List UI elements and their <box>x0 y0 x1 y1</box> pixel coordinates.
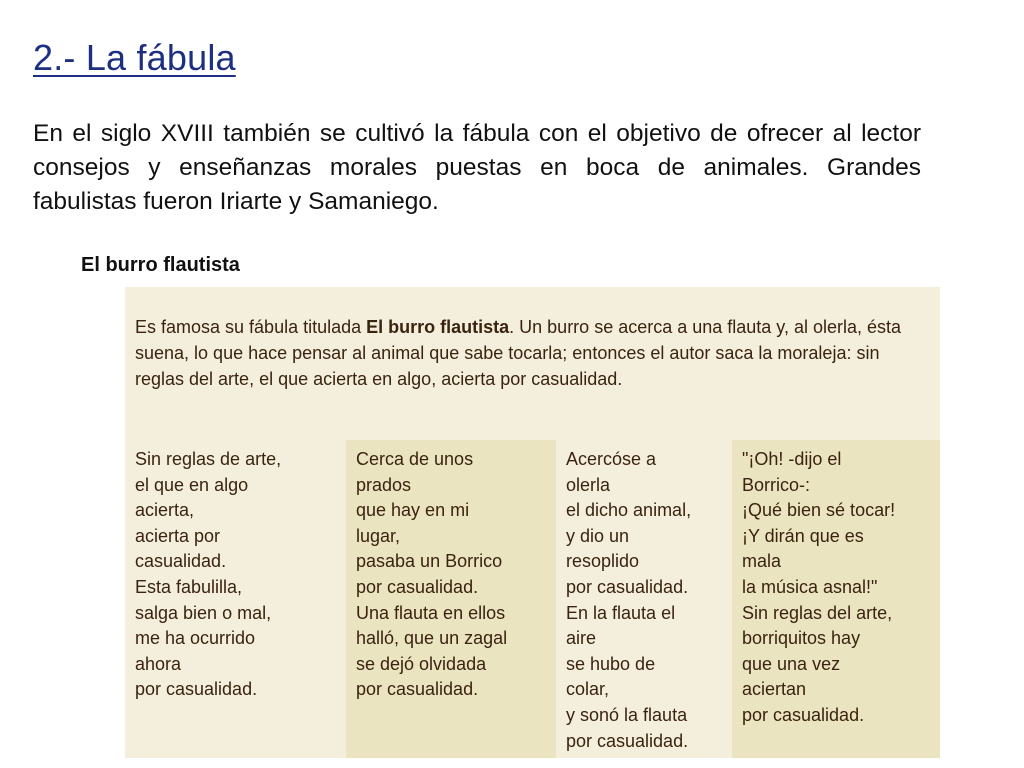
poem-verse: por casualidad. <box>356 576 479 597</box>
poem-verse: aciertan <box>742 679 807 700</box>
poem-verse: Una flauta en ellos <box>356 602 506 623</box>
poem-verse: el que en algo <box>135 474 249 495</box>
fable-summary-title: El burro flautista <box>366 317 510 337</box>
poem-verse: pasaba un Borrico <box>356 551 503 572</box>
poem-verse: acierta, <box>135 500 195 521</box>
fable-summary-text-before: Es famosa su fábula titulada <box>135 317 367 337</box>
page-title: 2.- La fábula <box>33 37 236 78</box>
poem-verse: Sin reglas de arte, <box>135 449 282 469</box>
poem-verse: Borrico-: <box>742 474 811 495</box>
poem-verse: borriquitos hay <box>742 628 861 649</box>
section-subtitle: El burro flautista <box>81 254 240 276</box>
poem-verse: Esta fabulilla, <box>135 576 243 597</box>
poem-verse: salga bien o mal, <box>135 602 272 623</box>
poem-verse: y sonó la flauta <box>566 704 688 725</box>
poem-verse: se hubo de <box>566 653 656 674</box>
poem-verse: halló, que un zagal <box>356 628 508 649</box>
poem-verse: por casualidad. <box>135 679 258 700</box>
poem-verse: la música asnal!" <box>742 576 878 597</box>
poem-verse: y dio un <box>566 525 630 546</box>
poem-verse: mala <box>742 551 782 572</box>
poem-column-1 <box>125 440 346 758</box>
poem-column-4 <box>732 440 940 758</box>
poem-verse: por casualidad. <box>356 679 479 700</box>
poem-verse: por casualidad. <box>742 704 865 725</box>
poem-verse: el dicho animal, <box>566 500 692 521</box>
fable-summary-text-after: . Un burro se acerca a una flauta y, al olerla, ésta suena, lo que hace pensar al animal que sabe tocarla; entonces el autor saca la moraleja: sin reglas del arte, el que acierta en algo, acierta por casualidad. <box>135 317 902 389</box>
fable-summary <box>135 314 925 392</box>
poem-verse: se dejó olvidada <box>356 653 487 674</box>
poem-verse: olerla <box>566 474 611 495</box>
poem-verse: acierta por <box>135 525 221 546</box>
intro-paragraph: En el siglo XVIII también se cultivó la fábula con el objetivo de ofrecer al lector consejos y enseñanzas morales puestas en boca de animales. Grandes fabulistas fueron Iriarte y Samaniego. <box>33 120 921 215</box>
poem-verse: Sin reglas del arte, <box>742 602 893 623</box>
poem-verse: por casualidad. <box>566 576 689 597</box>
poem-verse: Cerca de unos <box>356 449 474 469</box>
poem-verse: ¡Y dirán que es <box>742 525 864 546</box>
poem-verse: En la flauta el <box>566 602 676 623</box>
poem-verse: resoplido <box>566 551 640 572</box>
poem-verse: que una vez <box>742 653 841 674</box>
poem-verse: casualidad. <box>135 551 227 572</box>
poem-verse: por casualidad. <box>566 730 689 751</box>
poem-verse: me ha ocurrido <box>135 628 256 649</box>
poem-verse: prados <box>356 474 412 495</box>
poem-verse: Acercóse a <box>566 449 657 469</box>
poem-column-3 <box>556 440 732 758</box>
poem-verse: lugar, <box>356 525 401 546</box>
poem-verse: colar, <box>566 679 610 700</box>
poem-verse: ahora <box>135 653 182 674</box>
poem-verse: aire <box>566 628 597 649</box>
poem-verse: "¡Oh! -dijo el <box>742 449 842 469</box>
poem-verse: que hay en mi <box>356 500 470 521</box>
poem-verse: ¡Qué bien sé tocar! <box>742 500 896 521</box>
fable-box <box>125 287 940 758</box>
poem-column-2 <box>346 440 556 758</box>
